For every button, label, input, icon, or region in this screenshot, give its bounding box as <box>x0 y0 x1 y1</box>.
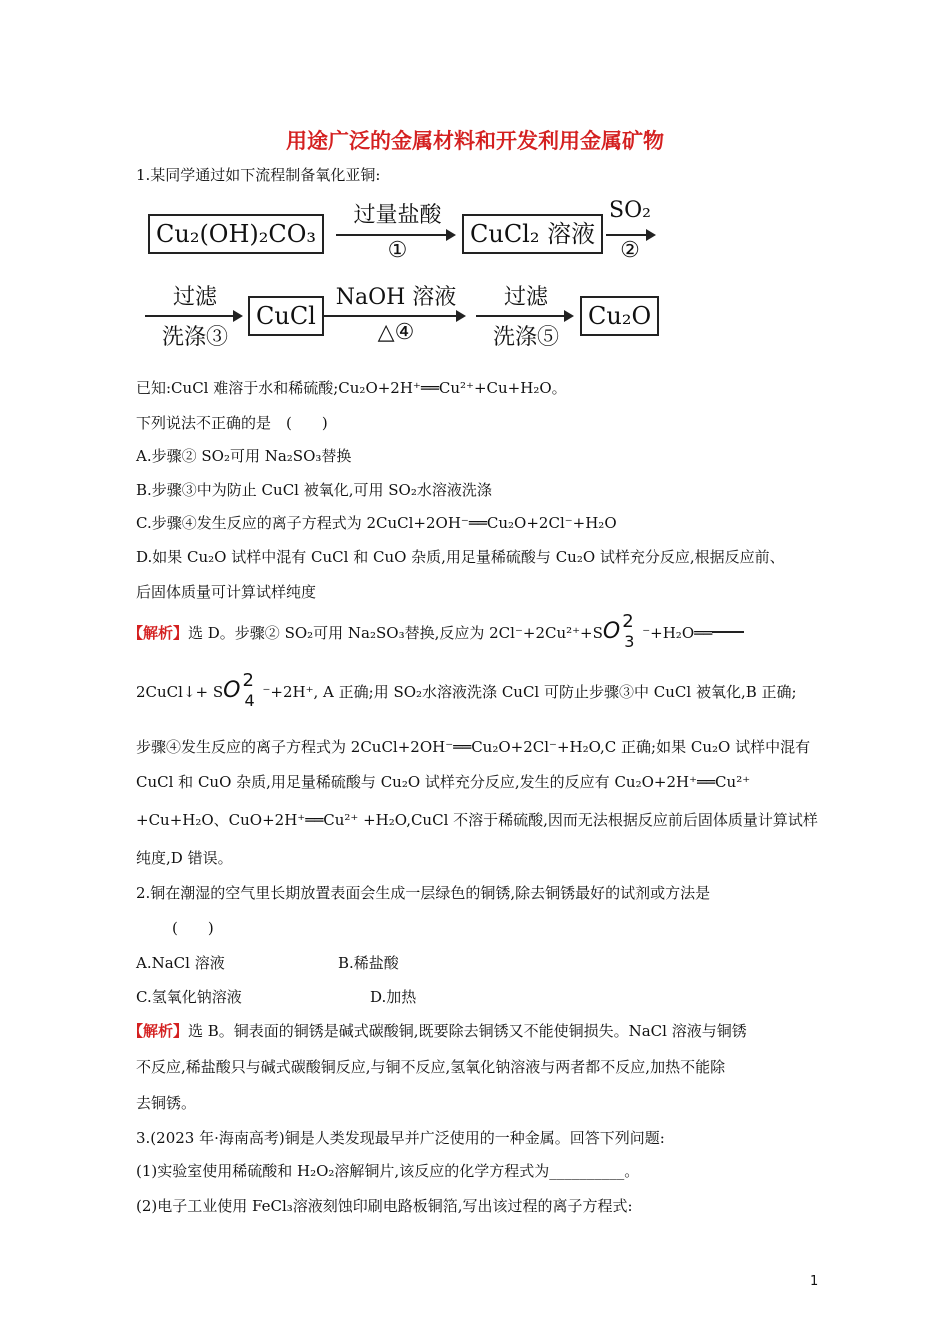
flow-box-cucl2-solution: CuCl₂ 溶液 <box>462 214 603 254</box>
answer-text-tail: +H₂O══ <box>650 624 713 642</box>
q1-option-a: A.步骤② SO₂可用 Na₂SO₃替换 <box>136 447 352 465</box>
q1-option-b: B.步骤③中为防止 CuCl 被氧化,可用 SO₂水溶液洗涤 <box>136 481 492 499</box>
q3-sub1: (1)实验室使用稀硫酸和 H₂O₂溶解铜片,该反应的化学方程式为__________。 <box>136 1162 640 1180</box>
q2-option-b: B.稀盐酸 <box>338 954 399 972</box>
q1-ask: 下列说法不正确的是 ( ) <box>136 414 328 432</box>
answer-text: 选 D。步骤② SO₂可用 Na₂SO₃替换,反应为 2Cl⁻+2Cu²⁺+S <box>188 624 603 642</box>
q2-option-a: A.NaCl 溶液 <box>136 954 225 972</box>
flow-arrow5-step: 洗涤⑤ <box>492 325 559 350</box>
q1-known: 已知:CuCl 难溶于水和稀硫酸;Cu₂O+2H⁺══Cu²⁺+Cu+H₂O。 <box>136 379 567 397</box>
flow-arrow1-step: ① <box>387 238 408 263</box>
q1-answer-line5: +Cu+H₂O、CuO+2H⁺══Cu²⁺ +H₂O,CuCl 不溶于稀硫酸,因而无法根据反应前后固体质量计算试样 <box>136 811 818 829</box>
flow-arrow-3 <box>145 315 241 317</box>
answer-label: 【解析】 <box>128 1022 189 1040</box>
q1-answer-line4: CuCl 和 CuO 杂质,用足量稀硫酸与 Cu₂O 试样充分反应,发生的反应有 Cu₂O+2H⁺══Cu²⁺ <box>136 773 751 791</box>
q2-answer-line1 <box>128 1021 747 1041</box>
flow-box-cucl: CuCl <box>248 296 324 336</box>
ion-charge: 2 4 <box>242 670 255 710</box>
flow-arrow1-reagent: 过量盐酸 <box>353 203 442 228</box>
answer-label: 【解析】 <box>128 624 189 642</box>
page-number: 1 <box>810 1274 819 1289</box>
page-title: 用途广泛的金属材料和开发利用金属矿物 <box>286 129 664 153</box>
q1-option-d-line1: D.如果 Cu₂O 试样中混有 CuCl 和 CuO 杂质,用足量稀硫酸与 Cu₂O 试样充分反应,根据反应前、 <box>136 548 785 566</box>
flow-arrow-4 <box>322 315 464 317</box>
flow-arrow-2 <box>606 234 654 236</box>
q3-stem: 3.(2023 年·海南高考)铜是人类发现最早并广泛使用的一种金属。回答下列问题: <box>136 1129 665 1147</box>
ion-minus: ⁻ <box>642 624 651 642</box>
q1-option-d-line2: 后固体质量可计算试样纯度 <box>136 583 317 601</box>
q1-stem: 1.某同学通过如下流程制备氧化亚铜: <box>136 166 381 184</box>
flow-arrow3-op: 过滤 <box>172 285 217 310</box>
q3-sub2: (2)电子工业使用 FeCl₃溶液刻蚀印刷电路板铜箔,写出该过程的离子方程式: <box>136 1197 633 1215</box>
flow-arrow2-reagent: SO₂ <box>609 198 651 223</box>
ion-symbol-o: O <box>602 619 621 644</box>
ion-symbol-o: O <box>223 678 241 703</box>
flow-box-cu2o: Cu₂O <box>580 296 659 336</box>
q2-answer-line2: 不反应,稀盐酸只与碱式碳酸铜反应,与铜不反应,氢氧化钠溶液与两者都不反应,加热不能除 <box>136 1058 726 1076</box>
flow-arrow5-op: 过滤 <box>503 285 548 310</box>
q1-answer-line2 <box>136 670 797 710</box>
flow-arrow3-step: 洗涤③ <box>161 325 228 350</box>
flow-box-basic-copper-carbonate: Cu₂(OH)₂CO₃ <box>148 214 324 254</box>
q1-answer-line1 <box>128 611 744 651</box>
flow-arrow4-step: △④ <box>377 320 415 345</box>
q2-stem: 2.铜在潮湿的空气里长期放置表面会生成一层绿色的铜锈,除去铜锈最好的试剂或方法是 <box>136 884 711 902</box>
q1-answer-line6: 纯度,D 错误。 <box>136 849 233 867</box>
flow-arrow2-step: ② <box>620 238 640 263</box>
q1-answer-line3: 步骤④发生反应的离子方程式为 2CuCl+2OH⁻══Cu₂O+2Cl⁻+H₂O,C 正确;如果 Cu₂O 试样中混有 <box>136 738 811 756</box>
equals-sign <box>712 629 744 639</box>
answer-text: 选 B。铜表面的铜锈是碱式碳酸铜,既要除去铜锈又不能使铜损失。NaCl 溶液与铜锈 <box>188 1022 747 1040</box>
q2-bracket: ( ) <box>172 919 214 937</box>
q2-answer-line3: 去铜锈。 <box>136 1094 197 1112</box>
flow-arrow-1 <box>336 234 454 236</box>
answer-text-tail: +2H⁺, A 正确;用 SO₂水溶液洗涤 CuCl 可防止步骤③中 CuCl 被氧化,B 正确; <box>270 683 797 701</box>
q2-option-c: C.氢氧化钠溶液 <box>136 988 242 1006</box>
ion-charge: 2 3 <box>622 611 635 651</box>
q1-option-c: C.步骤④发生反应的离子方程式为 2CuCl+2OH⁻══Cu₂O+2Cl⁻+H₂O <box>136 514 617 532</box>
q2-option-d: D.加热 <box>370 988 417 1006</box>
flow-arrow4-reagent: NaOH 溶液 <box>335 285 457 310</box>
ion-minus: ⁻ <box>262 683 271 701</box>
flow-arrow-5 <box>476 315 572 317</box>
answer-text-head: 2CuCl↓+ S <box>136 683 224 701</box>
